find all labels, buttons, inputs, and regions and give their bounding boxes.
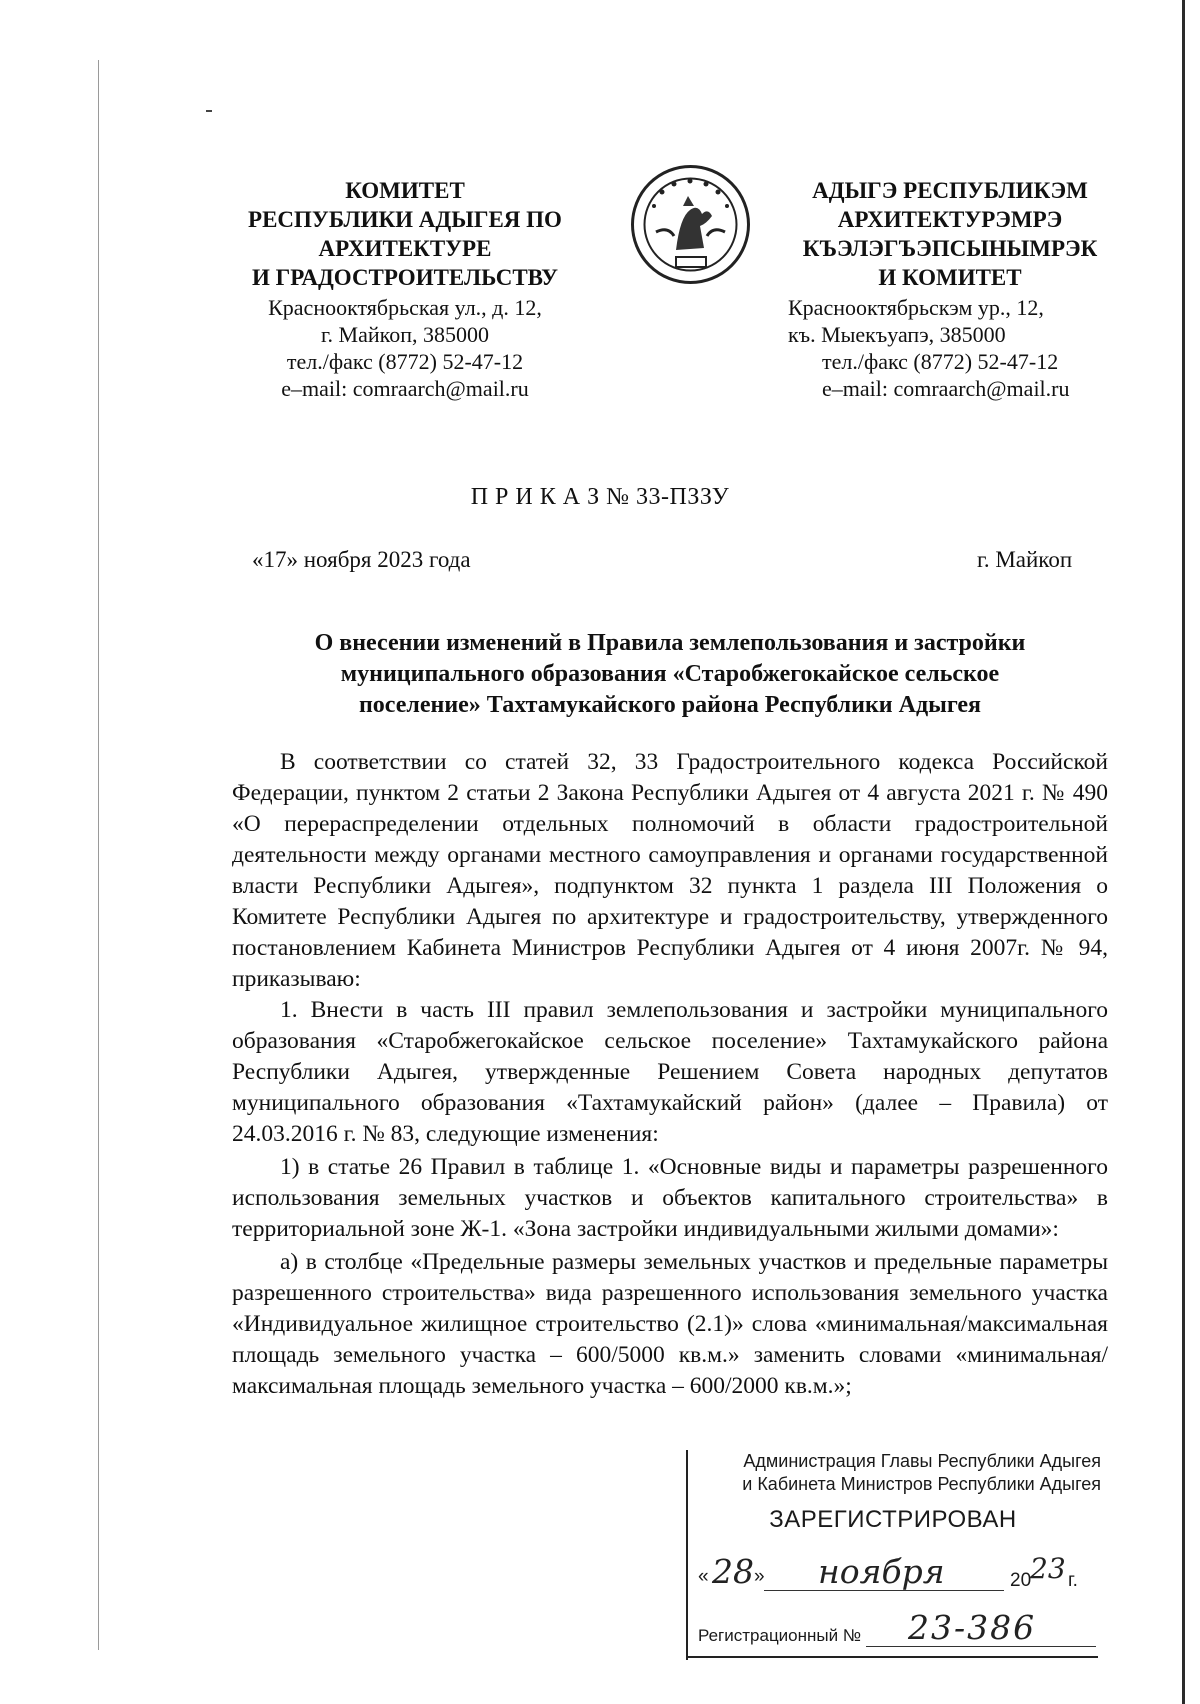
org-name-line: КЪЭЛЭГЪЭПСЫНЫМРЭК: [802, 236, 1098, 261]
org-name-line: АДЫГЭ РЕСПУБЛИКЭМ: [812, 178, 1088, 203]
stamp-status: ЗАРЕГИСТРИРОВАН: [769, 1506, 1017, 1533]
order-city: г. Майкоп: [977, 547, 1073, 572]
org-name-line: И ГРАДОСТРОИТЕЛЬСТВУ: [251, 265, 559, 290]
stamp-year-mark: г.: [1068, 1570, 1078, 1591]
org-name-line: АРХИТЕКТУРЕ: [318, 236, 492, 261]
address-line: Краснооктябрьскэм ур., 12,: [788, 295, 1044, 320]
header-left-block: [215, 176, 595, 402]
org-name-line: КОМИТЕТ: [345, 178, 465, 203]
coat-of-arms-icon: [628, 162, 753, 287]
subject-line: муниципального образования «Старобжегокайское сельское: [340, 661, 1000, 687]
item-1-paragraph: 1. Внести в часть III правил землепользования и застройки муниципального образования «Старобжегокайское сельское поселение» Тахтамукайского района Республики Адыгея, утвержденные Решением Совета народных депутатов муниципального образования «Тахтамукайский район» (далее – Правила) от 24.03.2016 г. № 83, следующие изменения:: [232, 997, 1108, 1147]
close-quote: »: [754, 1566, 765, 1587]
address-line: къ. Мыекъуапэ, 385000: [788, 322, 1006, 347]
stamp-authority-line: и Кабинета Министров Республики Адыгея: [742, 1474, 1101, 1494]
phone-line: тел./факс (8772) 52-47-12: [822, 349, 1059, 374]
org-name-line: И КОМИТЕТ: [878, 265, 1022, 290]
order-subject: [232, 628, 1108, 721]
header-right-block: [780, 176, 1120, 402]
scan-edge-shadow: [1182, 0, 1185, 1704]
org-name-ady: [780, 176, 1120, 292]
org-name-line: РЕСПУБЛИКИ АДЫГЕЯ ПО: [248, 207, 562, 232]
address-line: Краснооктябрьская ул., д. 12,: [268, 295, 542, 320]
registration-stamp: [686, 1450, 1108, 1660]
address-line: г. Майкоп, 385000: [321, 322, 489, 347]
order-body: [232, 747, 1108, 1402]
org-name-ru: [215, 176, 595, 292]
order-title: П Р И К А З № 33-ПЗЗУ: [470, 484, 730, 510]
open-quote: «: [698, 1566, 709, 1587]
subitem-1-paragraph: 1) в статье 26 Правил в таблице 1. «Основные виды и параметры разрешенного использования земельных участков и объектов капитального строительства» в территориальной зоне Ж-1. «Зона застройки индивидуальными жилыми домами»:: [232, 1154, 1108, 1242]
stamp-month: ноября: [818, 1552, 945, 1591]
preamble-paragraph: В соответствии со статей 32, 33 Градостроительного кодекса Российской Федерации, пунктом 2 статьи 2 Закона Республики Адыгея от 4 августа 2021 г. № 490 «О перераспределении отдельных полномочий в области градостроительной деятельности между органами местного самоуправления и органами государственной власти Республики Адыгея», подпунктом 32 пункта 1 раздела III Положения о Комитете Республики Адыгея по архитектуре и градостроительству, утвержденного постановлением Кабинета Министров Республики Адыгея от 4 июня 2007г. № 94, приказываю:: [232, 749, 1108, 992]
stamp-date-row: [698, 1552, 1098, 1598]
email-line: e–mail: comraarch@mail.ru: [281, 376, 529, 401]
stamp-year-suffix: 23: [1030, 1552, 1066, 1585]
stamp-number-row: [698, 1608, 1098, 1652]
scan-margin-line: [98, 60, 99, 1650]
order-date: «17» ноября 2023 года: [252, 547, 471, 572]
stamp-day: 28: [712, 1552, 754, 1591]
org-address-ru: [215, 294, 595, 402]
subject-line: О внесении изменений в Правила землепользования и застройки: [314, 630, 1026, 656]
scan-speck: [206, 110, 212, 112]
stamp-number-label: Регистрационный №: [698, 1626, 862, 1645]
org-name-line: АРХИТЕКТУРЭМРЭ: [837, 207, 1063, 232]
stamp-number: 23-386: [908, 1608, 1037, 1647]
subitem-a-paragraph: а) в столбце «Предельные размеры земельных участков и предельные параметры разрешенного строительства» вида разрешенного использования земельного участка «Индивидуальное жилищное строительство (2.1)» слова «минимальная/максимальная площадь земельного участка – 600/5000 кв.м.» заменить словами «минимальная/максимальная площадь земельного участка – 600/2000 кв.м.»;: [232, 1249, 1108, 1399]
stamp-authority-line: Администрация Главы Республики Адыгея: [743, 1451, 1101, 1471]
stamp-bottom-border: [688, 1656, 1098, 1658]
email-line: e–mail: comraarch@mail.ru: [822, 376, 1070, 401]
phone-line: тел./факс (8772) 52-47-12: [286, 349, 524, 374]
stamp-authority: [696, 1450, 1105, 1496]
subject-line: поселение» Тахтамукайского района Республики Адыгея: [358, 692, 982, 718]
stamp-year-prefix: 20: [1010, 1570, 1032, 1591]
org-address-ady: [780, 294, 1120, 402]
